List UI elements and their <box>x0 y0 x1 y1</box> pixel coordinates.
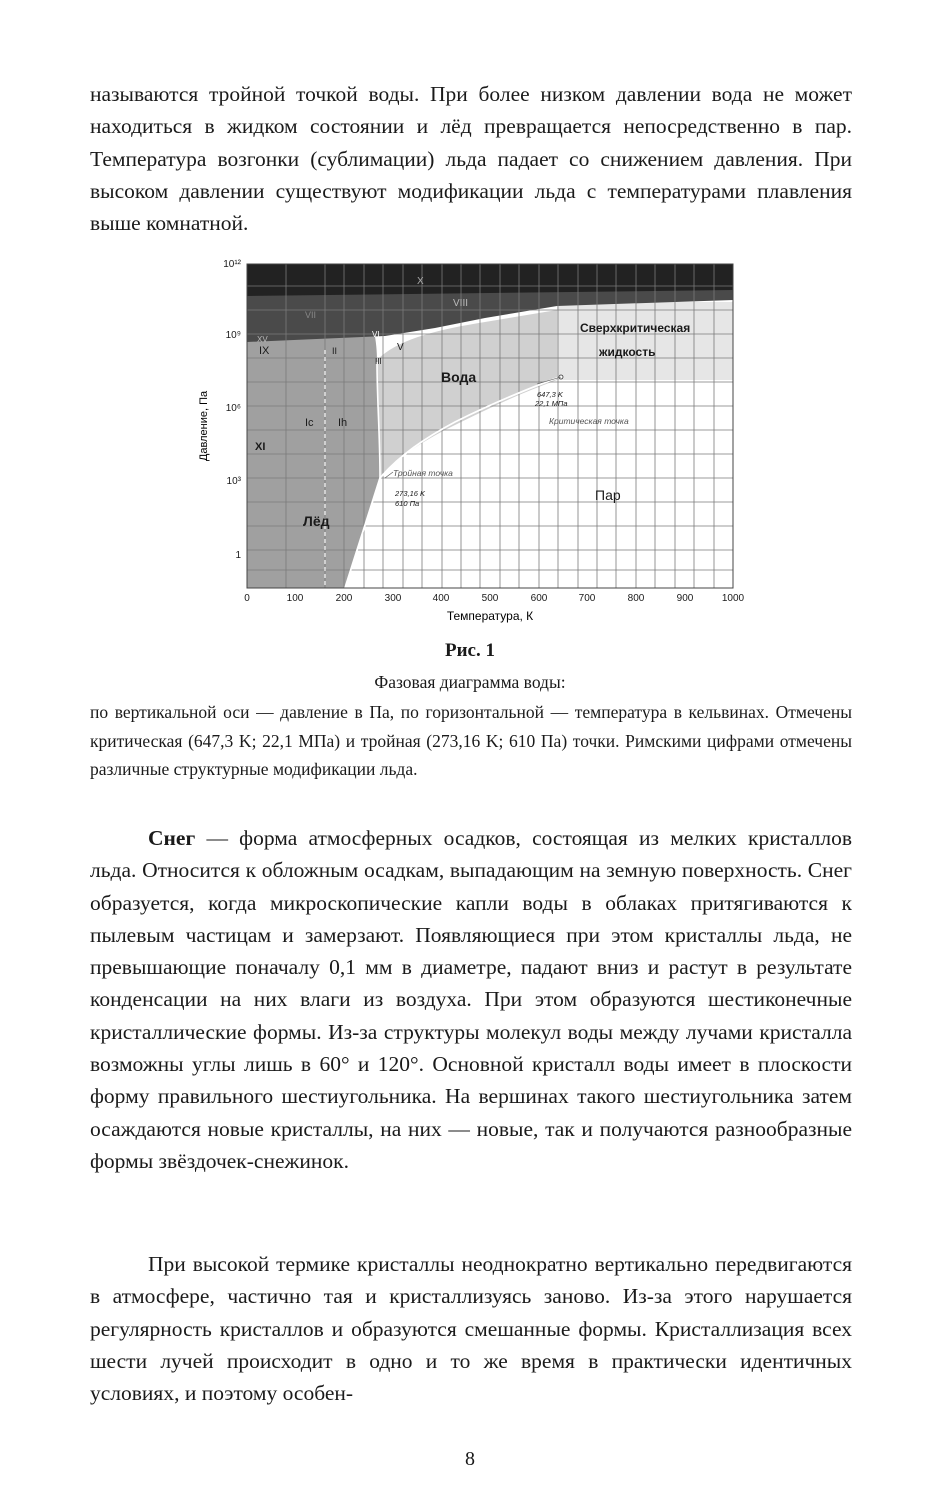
triple-point-label: Тройная точка <box>393 468 453 478</box>
critical-pressure: 22,1 МПа <box>535 399 568 408</box>
x-tick-400: 400 <box>432 593 450 604</box>
x-tick-900: 900 <box>676 593 694 604</box>
x-tick-700: 700 <box>578 593 596 604</box>
label-ice-x: X <box>417 276 424 287</box>
label-water: Вода <box>441 369 477 385</box>
paragraph-snow-text: — форма атмосферных осадков, состоящая из мелких кристаллов льда. Относится к обложным осадкам, выпадающим на земную поверхность. Снег образуется, когда микроскопические капли воды в облаках притягиваются к пылевым частицам и замерзают. Появляющиеся при этом кристаллы льда, не превышающие поначалу 0,1 мм в диаметре, падают вниз и растут в результате конденсации на них влаги из воздуха. При этом образуются шестиконечные кристаллические формы. Из-за структуры молекул воды между лучами кристалла возможны углы лишь в 60° и 120°. Основной кристалл воды имеет в плоскости форму правильного шестиугольника. На вершинах такого шестиугольника затем осаждаются новые кристаллы, на них — новые, так и получаются разнообразные формы звёздочек-снежинок. <box>90 826 852 1173</box>
y-tick-1: 1 <box>235 550 241 561</box>
label-ice-vi: VI <box>372 330 380 339</box>
triple-pressure: 610 Па <box>395 499 420 508</box>
phase-diagram <box>185 250 765 630</box>
label-ice-ih: Ih <box>338 417 348 429</box>
figure-subtitle: Фазовая диаграмма воды: <box>374 672 566 692</box>
y-tick-1e6: 10⁶ <box>225 403 241 414</box>
x-axis-label: Температура, К <box>446 609 534 623</box>
label-supercritical-2: жидкость <box>599 345 656 359</box>
label-supercritical-1: Сверхкритическая <box>580 321 691 335</box>
x-tick-100: 100 <box>286 593 304 604</box>
label-ice-vii: VII <box>305 310 317 320</box>
label-ice: Лёд <box>303 513 330 529</box>
label-vapor: Пар <box>595 487 621 503</box>
x-tick-0: 0 <box>244 593 250 604</box>
label-ice-xv: XV <box>257 335 268 344</box>
x-tick-300: 300 <box>384 593 402 604</box>
critical-temp: 647,3 K <box>537 390 563 399</box>
critical-point-label: Критическая точка <box>549 416 629 426</box>
label-ice-xi: XI <box>255 441 266 453</box>
x-tick-200: 200 <box>335 593 353 604</box>
x-tick-600: 600 <box>530 593 548 604</box>
label-ice-ic: Ic <box>305 417 314 429</box>
label-ice-viii: VIII <box>453 298 469 309</box>
y-tick-1e12: 10¹² <box>223 259 241 270</box>
y-axis-label: Давление, Па <box>198 390 210 462</box>
paragraph-intro: называются тройной точкой воды. При более низком давлении вода не может находиться в жидком состоянии и лёд превращается непосредственно в пар. Температура возгонки (сублимации) льда падает со снижением давления. При высоком давлении существуют модификации льда с температурами плавления выше комнатной. <box>90 82 852 236</box>
label-ice-iii: III <box>375 357 382 366</box>
label-ice-ii: II <box>332 346 338 356</box>
term-snow: Снег <box>148 826 196 850</box>
paragraph-snow <box>90 822 852 1177</box>
figure-title: Рис. 1 <box>445 640 495 661</box>
y-tick-1e3: 10³ <box>226 476 241 487</box>
figure-description: по вертикальной оси — давление в Па, по горизонтальной — температура в кельвинах. Отмечены критическая (647,3 K; 22,1 МПа) и тройная (273,16 K; 610 Па) точки. Римскими цифрами отмечены различные структурные модификации льда. <box>90 702 852 779</box>
y-tick-1e9: 10⁹ <box>225 330 241 341</box>
label-ice-ix: IX <box>259 345 270 357</box>
supercritical-region <box>557 302 733 380</box>
x-tick-800: 800 <box>627 593 645 604</box>
label-ice-v: V <box>397 342 404 353</box>
page-number: 8 <box>465 1448 475 1470</box>
triple-temp: 273,16 K <box>395 489 426 498</box>
x-tick-1000: 1000 <box>721 593 745 604</box>
x-tick-500: 500 <box>481 593 499 604</box>
paragraph-thermals: При высокой термике кристаллы неоднократно вертикально передвигаются в атмосфере, частично тая и кристаллизуясь заново. Из-за этого нарушается регулярность кристаллов и образуются смешанные формы. Кристаллизация всех шести лучей происходит в одно и то же время в практически идентичных условиях, и поэтому особен- <box>90 1252 852 1406</box>
